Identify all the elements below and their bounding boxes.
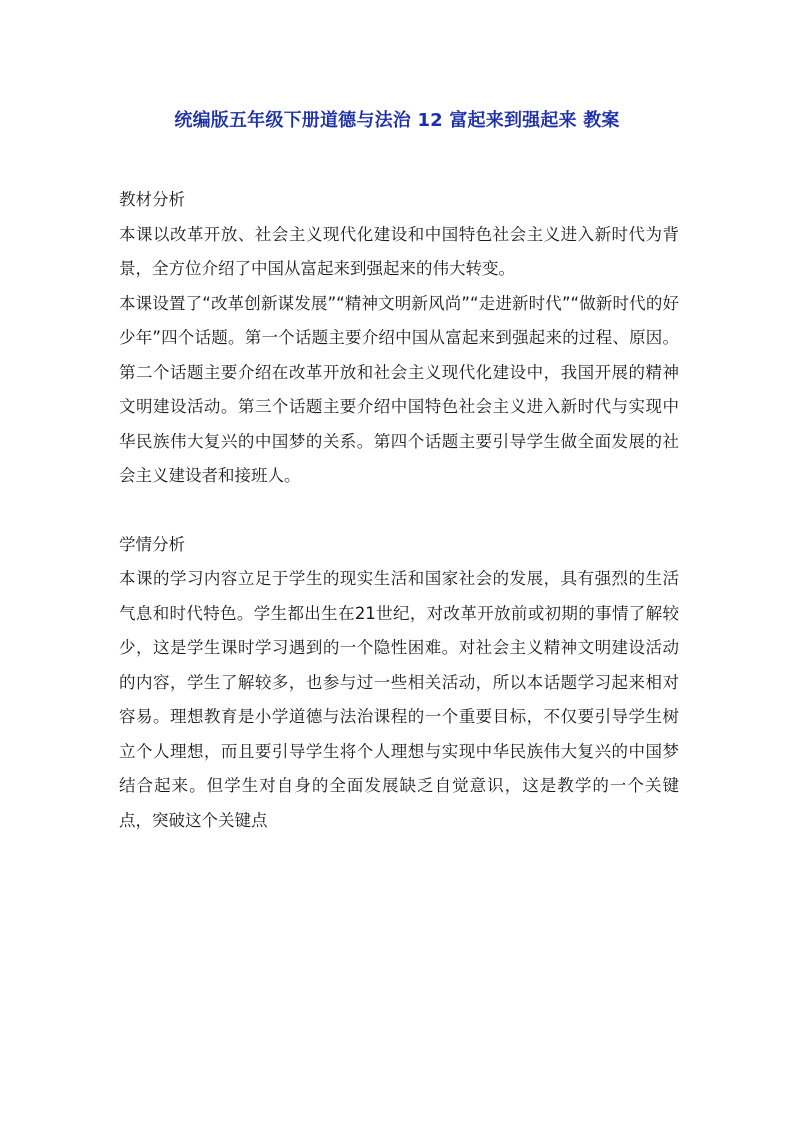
section-spacer bbox=[119, 494, 679, 528]
paragraph: 本课的学习内容立足于学生的现实生活和国家社会的发展，具有强烈的生活气息和时代特色。学生都出生在21世纪，对改革开放前或初期的事情了解较少，这是学生课时学习遇到的一个隐性困难。对社会主义精神文明建设活动的内容，学生了解较多，也参与过一些相关活动，所以本话题学习起来相对容易。理想教育是小学道德与法治课程的一个重要目标，不仅要引导学生树立个人理想，而且要引导学生将个人理想与实现中华民族伟大复兴的中国梦结合起来。但学生对自身的全面发展缺乏自觉意识，这是教学的一个关键点，突破这个关键点 bbox=[119, 569, 679, 830]
section-learner-analysis bbox=[119, 528, 679, 839]
paragraph: 本课设置了“改革创新谋发展”“精神文明新风尚”“走进新时代”“做新时代的好少年”四个话题。第一个话题主要介绍中国从富起来到强起来的过程、原因。第二个话题主要介绍在改革开放和社会主义现代化建设中，我国开展的精神文明建设活动。第三个话题主要介绍中国特色社会主义进入新时代与实现中华民族伟大复兴的中国梦的关系。第四个话题主要引导学生做全面发展的社会主义建设者和接班人。 bbox=[119, 293, 679, 485]
section-textbook-analysis bbox=[119, 183, 679, 494]
document-body bbox=[119, 183, 679, 838]
paragraph: 本课以改革开放、社会主义现代化建设和中国特色社会主义进入新时代为背景，全方位介绍了中国从富起来到强起来的伟大转变。 bbox=[119, 224, 679, 278]
section-heading: 教材分析 bbox=[119, 190, 185, 209]
section-heading: 学情分析 bbox=[119, 534, 185, 554]
document-title: 统编版五年级下册道德与法治 12 富起来到强起来 教案 bbox=[174, 110, 620, 131]
